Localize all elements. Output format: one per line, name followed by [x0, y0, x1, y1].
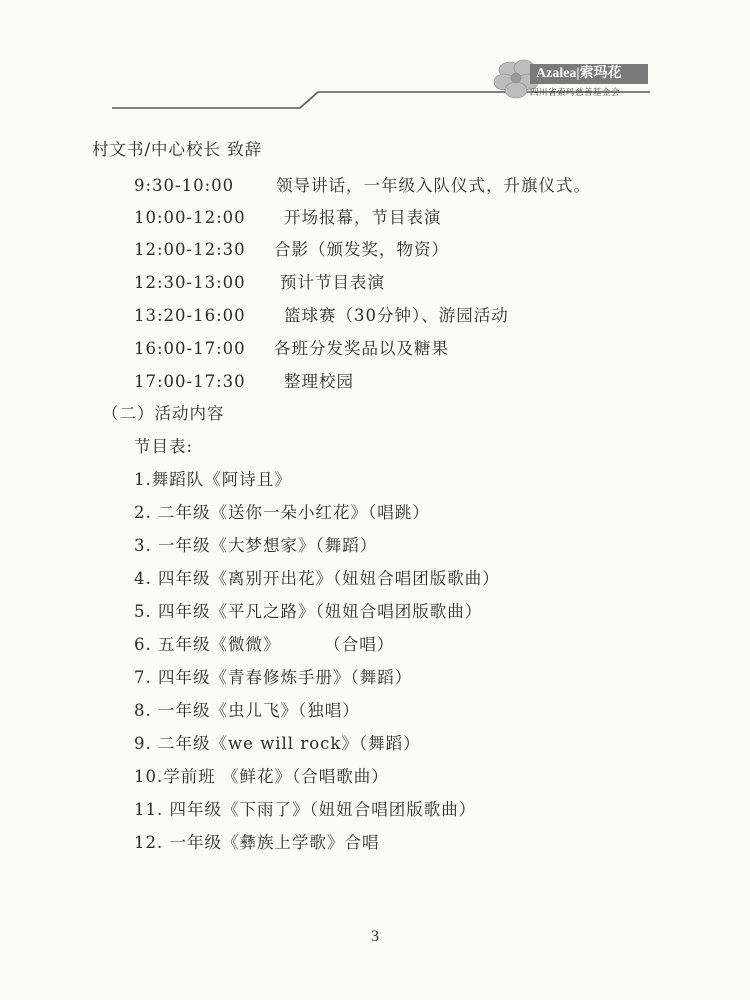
- schedule-time: 17:00-17:30: [134, 372, 246, 391]
- logo-wordmark: Azalea|索玛花: [530, 64, 648, 84]
- schedule-item: [134, 240, 449, 260]
- schedule-event: 开场报幕，节目表演: [284, 208, 442, 227]
- schedule-item: [134, 372, 354, 392]
- program-item: 10.学前班 《鲜花》（合唱歌曲）: [134, 767, 389, 786]
- schedule-time: 16:00-17:00: [134, 339, 246, 358]
- logo-subtitle: 四川省索玛慈善基金会: [530, 88, 621, 98]
- foundation-logo: [490, 56, 650, 104]
- schedule-item: [134, 339, 449, 359]
- program-item: 6. 五年级《微微》 （合唱）: [134, 635, 395, 654]
- schedule-time: 12:00-12:30: [134, 240, 246, 259]
- schedule-event: 领导讲话，一年级入队仪式，升旗仪式。: [276, 176, 591, 195]
- program-item: 3. 一年级《大梦想家》（舞蹈）: [134, 536, 378, 555]
- opening-speech: 村文书/中心校长 致辞: [92, 140, 263, 159]
- page-number: 3: [371, 928, 379, 945]
- program-item: 4. 四年级《离别开出花》（妞妞合唱团版歌曲）: [134, 569, 500, 588]
- schedule-time: 12:30-13:00: [134, 273, 246, 292]
- program-item: 11. 四年级《下雨了》（妞妞合唱团版歌曲）: [134, 800, 477, 819]
- program-item: 2. 二年级《送你一朵小红花》（唱跳）: [134, 503, 430, 522]
- program-item: 12. 一年级《彝族上学歌》合唱: [134, 833, 380, 852]
- schedule-event: 合影（颁发奖，物资）: [274, 240, 449, 259]
- schedule-item: [134, 306, 509, 326]
- schedule-item: [134, 208, 442, 228]
- schedule-time: 13:20-16:00: [134, 306, 246, 325]
- program-item: 5. 四年级《平凡之路》（妞妞合唱团版歌曲）: [134, 602, 483, 621]
- schedule-event: 整理校园: [284, 372, 354, 391]
- program-item: 8. 一年级《虫儿飞》（独唱）: [134, 701, 360, 720]
- section-heading: （二）活动内容: [102, 404, 225, 423]
- schedule-time: 9:30-10:00: [134, 176, 235, 195]
- schedule-time: 10:00-12:00: [134, 208, 246, 227]
- schedule-event: 预计节目表演: [280, 273, 385, 292]
- schedule-event: 各班分发奖品以及糖果: [274, 339, 449, 358]
- program-item: 7. 四年级《青春修炼手册》（舞蹈）: [134, 668, 413, 687]
- program-label: 节目表:: [134, 437, 194, 456]
- schedule-event: 篮球赛（30分钟）、游园活动: [284, 306, 509, 325]
- schedule-item: [134, 176, 591, 196]
- program-item: 9. 二年级《we will rock》（舞蹈）: [134, 734, 421, 753]
- program-item: 1.舞蹈队《阿诗且》: [134, 470, 292, 489]
- schedule-item: [134, 273, 385, 293]
